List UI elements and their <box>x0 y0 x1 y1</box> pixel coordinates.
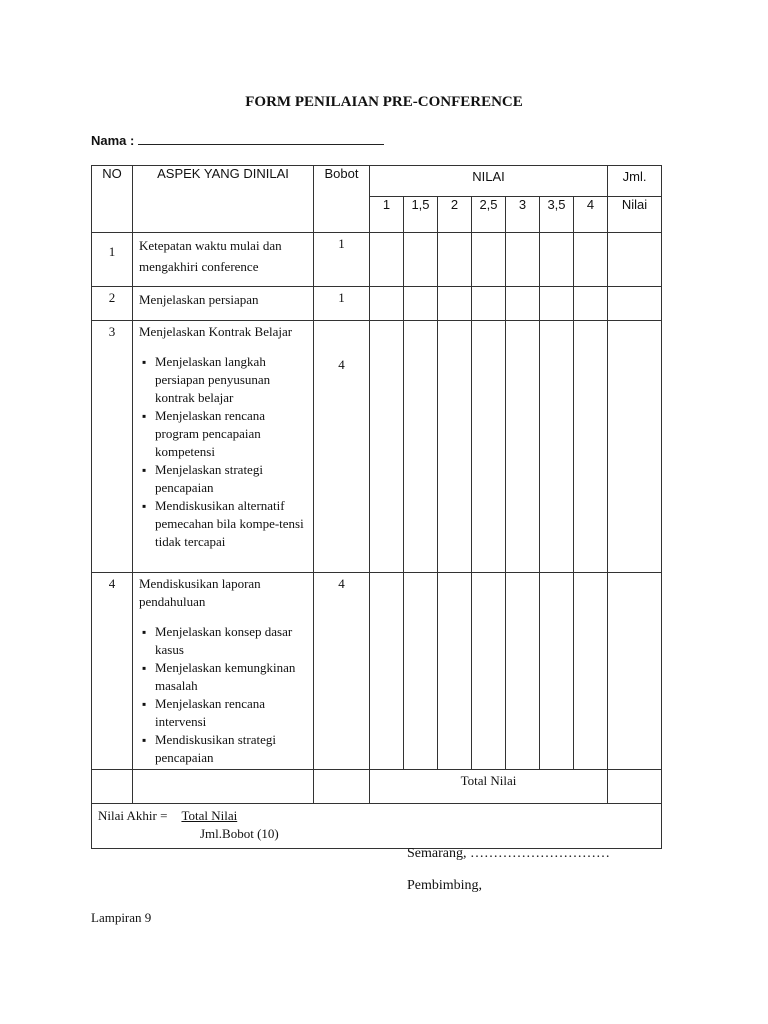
score-header-1: 1 <box>370 197 404 233</box>
score-cell[interactable] <box>404 233 438 287</box>
row-bobot: 4 <box>314 321 370 573</box>
signature-place-date: Semarang, ………………………… <box>407 846 610 861</box>
empty-cell <box>133 770 314 804</box>
sub-item-list <box>139 623 307 767</box>
header-aspek: ASPEK YANG DINILAI <box>133 166 314 233</box>
list-item: ▪ Mendiskusikan strategi pencapaian <box>139 731 307 767</box>
score-cell[interactable] <box>370 287 404 321</box>
score-cell[interactable] <box>574 233 608 287</box>
score-cell[interactable] <box>506 573 540 770</box>
score-cell[interactable] <box>540 573 574 770</box>
nilai-akhir-numerator: Total Nilai <box>181 808 238 823</box>
row-no: 2 <box>92 287 133 321</box>
empty-cell <box>92 770 133 804</box>
score-cell[interactable] <box>540 287 574 321</box>
score-cell[interactable] <box>472 573 506 770</box>
jml-nilai-cell[interactable] <box>608 573 662 770</box>
score-cell[interactable] <box>370 573 404 770</box>
jml-nilai-cell[interactable] <box>608 233 662 287</box>
row-aspek: Menjelaskan persiapan <box>133 287 314 321</box>
footer-lampiran: Lampiran 9 <box>91 910 152 925</box>
sub-item-list <box>139 353 307 551</box>
score-cell[interactable] <box>540 321 574 573</box>
nilai-akhir-formula <box>98 808 661 824</box>
score-cell[interactable] <box>506 233 540 287</box>
row-bobot: 4 <box>314 573 370 770</box>
row-aspek: Menjelaskan Kontrak Belajar <box>139 324 293 339</box>
score-cell[interactable] <box>574 321 608 573</box>
table-row <box>92 233 662 287</box>
jml-nilai-cell[interactable] <box>608 287 662 321</box>
score-cell[interactable] <box>404 573 438 770</box>
score-cell[interactable] <box>370 233 404 287</box>
score-header-1-5: 1,5 <box>404 197 438 233</box>
nama-field <box>91 133 384 148</box>
score-cell[interactable] <box>404 321 438 573</box>
total-row <box>92 770 662 804</box>
score-cell[interactable] <box>574 287 608 321</box>
list-item: ▪ Menjelaskan konsep dasar kasus <box>139 623 307 659</box>
total-nilai-cell[interactable] <box>608 770 662 804</box>
score-cell[interactable] <box>472 321 506 573</box>
header-no: NO <box>92 166 133 233</box>
list-item: ▪ Menjelaskan rencana intervensi <box>139 695 307 731</box>
header-nilai: NILAI <box>370 166 608 197</box>
nilai-akhir-row <box>92 804 662 849</box>
score-cell[interactable] <box>438 233 472 287</box>
header-jml: Jml. <box>608 166 662 197</box>
list-item: ▪ Menjelaskan langkah persiapan penyusunan kontrak belajar <box>139 353 307 407</box>
header-row-1 <box>92 166 662 197</box>
list-item: ▪ Menjelaskan kemungkinan masalah <box>139 659 307 695</box>
row-no: 3 <box>92 321 133 573</box>
score-cell[interactable] <box>506 321 540 573</box>
score-cell[interactable] <box>472 233 506 287</box>
score-header-3: 3 <box>506 197 540 233</box>
nama-label: Nama : <box>91 133 135 148</box>
score-cell[interactable] <box>438 287 472 321</box>
signature-role: Pembimbing, <box>407 878 483 893</box>
row-aspek: Ketepatan waktu mulai dan mengakhiri conference <box>133 233 314 287</box>
list-item: ▪ Menjelaskan rencana program pencapaian kompetensi <box>139 407 307 461</box>
list-item: ▪ Menjelaskan strategi pencapaian <box>139 461 307 497</box>
row-bobot: 1 <box>314 287 370 321</box>
row-bobot: 1 <box>314 233 370 287</box>
nilai-akhir-label: Nilai Akhir = <box>98 808 168 823</box>
score-cell[interactable] <box>574 573 608 770</box>
form-title: FORM PENILAIAN PRE-CONFERENCE <box>245 94 523 110</box>
nilai-akhir-denominator: Jml.Bobot (10) <box>200 826 279 841</box>
score-cell[interactable] <box>370 321 404 573</box>
row-no: 1 <box>92 233 133 287</box>
row-aspek-group <box>133 573 314 770</box>
score-cell[interactable] <box>540 233 574 287</box>
table-row <box>92 321 662 573</box>
nama-underline[interactable] <box>138 134 384 145</box>
assessment-table <box>91 165 662 849</box>
jml-nilai-cell[interactable] <box>608 321 662 573</box>
score-cell[interactable] <box>506 287 540 321</box>
score-header-2: 2 <box>438 197 472 233</box>
total-nilai-label: Total Nilai <box>370 770 608 804</box>
score-cell[interactable] <box>404 287 438 321</box>
header-bobot: Bobot <box>314 166 370 233</box>
score-header-4: 4 <box>574 197 608 233</box>
empty-cell <box>314 770 370 804</box>
row-aspek: Mendiskusikan laporan pendahuluan <box>139 576 261 609</box>
row-no: 4 <box>92 573 133 770</box>
nilai-akhir-cell <box>92 804 662 849</box>
score-cell[interactable] <box>438 573 472 770</box>
table-row <box>92 573 662 770</box>
row-aspek-group <box>133 321 314 573</box>
score-cell[interactable] <box>472 287 506 321</box>
header-nilai-sub: Nilai <box>608 197 662 233</box>
score-header-3-5: 3,5 <box>540 197 574 233</box>
score-header-2-5: 2,5 <box>472 197 506 233</box>
table-row <box>92 287 662 321</box>
list-item: ▪ Mendiskusikan alternatif pemecahan bila kompe-tensi tidak tercapai <box>139 497 307 551</box>
score-cell[interactable] <box>438 321 472 573</box>
